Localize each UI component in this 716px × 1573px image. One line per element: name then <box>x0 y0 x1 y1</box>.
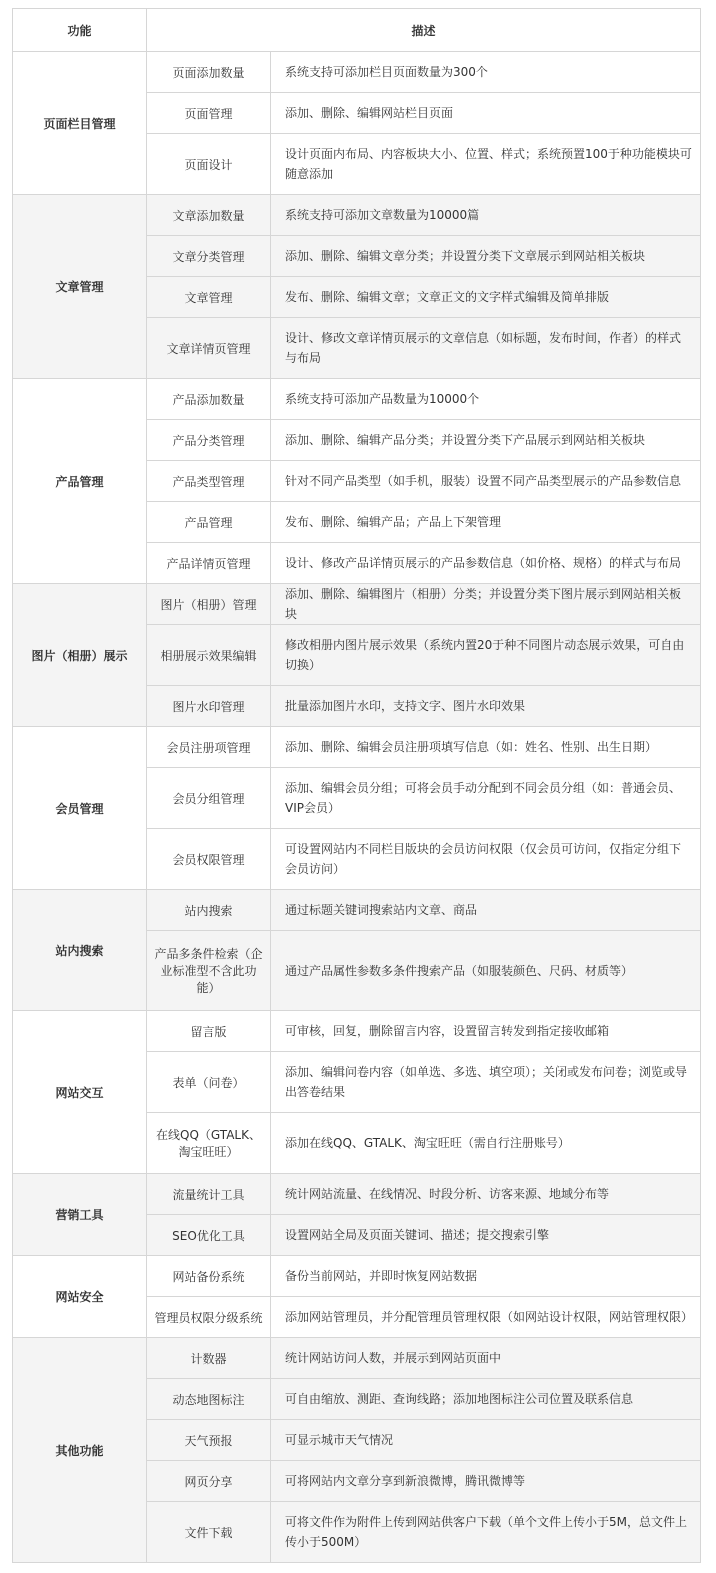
feature-cell: 留言版 <box>147 1011 271 1052</box>
feature-cell: SEO优化工具 <box>147 1215 271 1256</box>
feature-cell: 动态地图标注 <box>147 1379 271 1420</box>
description-cell: 可将网站内文章分享到新浪微博，腾讯微博等 <box>271 1461 701 1502</box>
table-row <box>13 1011 701 1052</box>
description-cell: 统计网站流量、在线情况、时段分析、访客来源、地域分布等 <box>271 1174 701 1215</box>
feature-cell: 产品添加数量 <box>147 379 271 420</box>
feature-cell: 产品分类管理 <box>147 420 271 461</box>
description-cell: 添加、删除、编辑网站栏目页面 <box>271 93 701 134</box>
feature-cell: 在线QQ（GTALK、淘宝旺旺） <box>147 1113 271 1174</box>
description-cell: 可将文件作为附件上传到网站供客户下载（单个文件上传小于5M，总文件上传小于500M） <box>271 1502 701 1563</box>
category-cell: 营销工具 <box>13 1174 147 1256</box>
header-function: 功能 <box>13 9 147 52</box>
category-cell: 网站安全 <box>13 1256 147 1338</box>
feature-cell: 产品类型管理 <box>147 461 271 502</box>
table-row <box>13 727 701 768</box>
feature-table-wrapper <box>12 8 700 1563</box>
description-cell: 添加、删除、编辑产品分类；并设置分类下产品展示到网站相关板块 <box>271 420 701 461</box>
feature-cell: 网站备份系统 <box>147 1256 271 1297</box>
feature-cell: 图片（相册）管理 <box>147 584 271 625</box>
feature-cell: 会员权限管理 <box>147 829 271 890</box>
feature-cell: 图片水印管理 <box>147 686 271 727</box>
category-cell: 文章管理 <box>13 195 147 379</box>
feature-cell: 文件下载 <box>147 1502 271 1563</box>
category-cell: 产品管理 <box>13 379 147 584</box>
category-cell: 网站交互 <box>13 1011 147 1174</box>
table-row <box>13 1256 701 1297</box>
description-cell: 可自由缩放、测距、查询线路；添加地图标注公司位置及联系信息 <box>271 1379 701 1420</box>
feature-cell: 会员注册项管理 <box>147 727 271 768</box>
table-row <box>13 584 701 625</box>
category-cell: 其他功能 <box>13 1338 147 1563</box>
feature-cell: 文章详情页管理 <box>147 318 271 379</box>
description-cell: 发布、删除、编辑产品；产品上下架管理 <box>271 502 701 543</box>
category-cell: 站内搜索 <box>13 890 147 1011</box>
feature-cell: 天气预报 <box>147 1420 271 1461</box>
feature-cell: 页面管理 <box>147 93 271 134</box>
description-cell: 添加网站管理员，并分配管理员管理权限（如网站设计权限，网站管理权限） <box>271 1297 701 1338</box>
header-description: 描述 <box>147 9 701 52</box>
description-cell: 可审核，回复，删除留言内容，设置留言转发到指定接收邮箱 <box>271 1011 701 1052</box>
feature-cell: 会员分组管理 <box>147 768 271 829</box>
category-cell: 页面栏目管理 <box>13 52 147 195</box>
category-cell: 图片（相册）展示 <box>13 584 147 727</box>
feature-cell: 页面设计 <box>147 134 271 195</box>
feature-cell: 网页分享 <box>147 1461 271 1502</box>
description-cell: 可设置网站内不同栏目版块的会员访问权限（仅会员可访问，仅指定分组下会员访问） <box>271 829 701 890</box>
description-cell: 添加在线QQ、GTALK、淘宝旺旺（需自行注册账号） <box>271 1113 701 1174</box>
feature-cell: 站内搜索 <box>147 890 271 931</box>
description-cell: 修改相册内图片展示效果（系统内置20于种不同图片动态展示效果，可自由切换） <box>271 625 701 686</box>
description-cell: 批量添加图片水印，支持文字、图片水印效果 <box>271 686 701 727</box>
feature-table <box>12 8 701 1563</box>
table-row <box>13 195 701 236</box>
feature-cell: 流量统计工具 <box>147 1174 271 1215</box>
feature-cell: 管理员权限分级系统 <box>147 1297 271 1338</box>
feature-cell: 表单（问卷） <box>147 1052 271 1113</box>
description-cell: 设置网站全局及页面关键词、描述；提交搜索引擎 <box>271 1215 701 1256</box>
description-cell: 添加、编辑会员分组；可将会员手动分配到不同会员分组（如：普通会员、VIP会员） <box>271 768 701 829</box>
description-cell: 设计、修改产品详情页展示的产品参数信息（如价格、规格）的样式与布局 <box>271 543 701 584</box>
table-body <box>13 52 701 1563</box>
feature-cell: 文章添加数量 <box>147 195 271 236</box>
description-cell: 设计页面内布局、内容板块大小、位置、样式；系统预置100于种功能模块可随意添加 <box>271 134 701 195</box>
description-cell: 通过标题关键词搜索站内文章、商品 <box>271 890 701 931</box>
feature-cell: 计数器 <box>147 1338 271 1379</box>
table-row <box>13 890 701 931</box>
feature-cell: 相册展示效果编辑 <box>147 625 271 686</box>
description-cell: 针对不同产品类型（如手机，服装）设置不同产品类型展示的产品参数信息 <box>271 461 701 502</box>
feature-cell: 文章管理 <box>147 277 271 318</box>
table-row <box>13 52 701 93</box>
description-cell: 添加、删除、编辑会员注册项填写信息（如：姓名、性别、出生日期） <box>271 727 701 768</box>
description-cell: 备份当前网站，并即时恢复网站数据 <box>271 1256 701 1297</box>
description-cell: 系统支持可添加栏目页面数量为300个 <box>271 52 701 93</box>
description-cell: 通过产品属性参数多条件搜索产品（如服装颜色、尺码、材质等） <box>271 931 701 1011</box>
description-cell: 统计网站访问人数，并展示到网站页面中 <box>271 1338 701 1379</box>
category-cell: 会员管理 <box>13 727 147 890</box>
feature-cell: 页面添加数量 <box>147 52 271 93</box>
table-row <box>13 1174 701 1215</box>
description-cell: 系统支持可添加产品数量为10000个 <box>271 379 701 420</box>
table-header-row <box>13 9 701 52</box>
feature-cell: 产品管理 <box>147 502 271 543</box>
table-row <box>13 379 701 420</box>
description-cell: 添加、删除、编辑文章分类；并设置分类下文章展示到网站相关板块 <box>271 236 701 277</box>
table-row <box>13 1338 701 1379</box>
description-cell: 添加、编辑问卷内容（如单选、多选、填空项）；关闭或发布问卷；浏览或导出答卷结果 <box>271 1052 701 1113</box>
feature-cell: 产品详情页管理 <box>147 543 271 584</box>
description-cell: 设计、修改文章详情页展示的文章信息（如标题，发布时间，作者）的样式与布局 <box>271 318 701 379</box>
feature-cell: 产品多条件检索（企业标准型不含此功能） <box>147 931 271 1011</box>
description-cell: 发布、删除、编辑文章；文章正文的文字样式编辑及简单排版 <box>271 277 701 318</box>
feature-cell: 文章分类管理 <box>147 236 271 277</box>
description-cell: 可显示城市天气情况 <box>271 1420 701 1461</box>
description-cell: 添加、删除、编辑图片（相册）分类；并设置分类下图片展示到网站相关板块 <box>271 584 701 625</box>
description-cell: 系统支持可添加文章数量为10000篇 <box>271 195 701 236</box>
